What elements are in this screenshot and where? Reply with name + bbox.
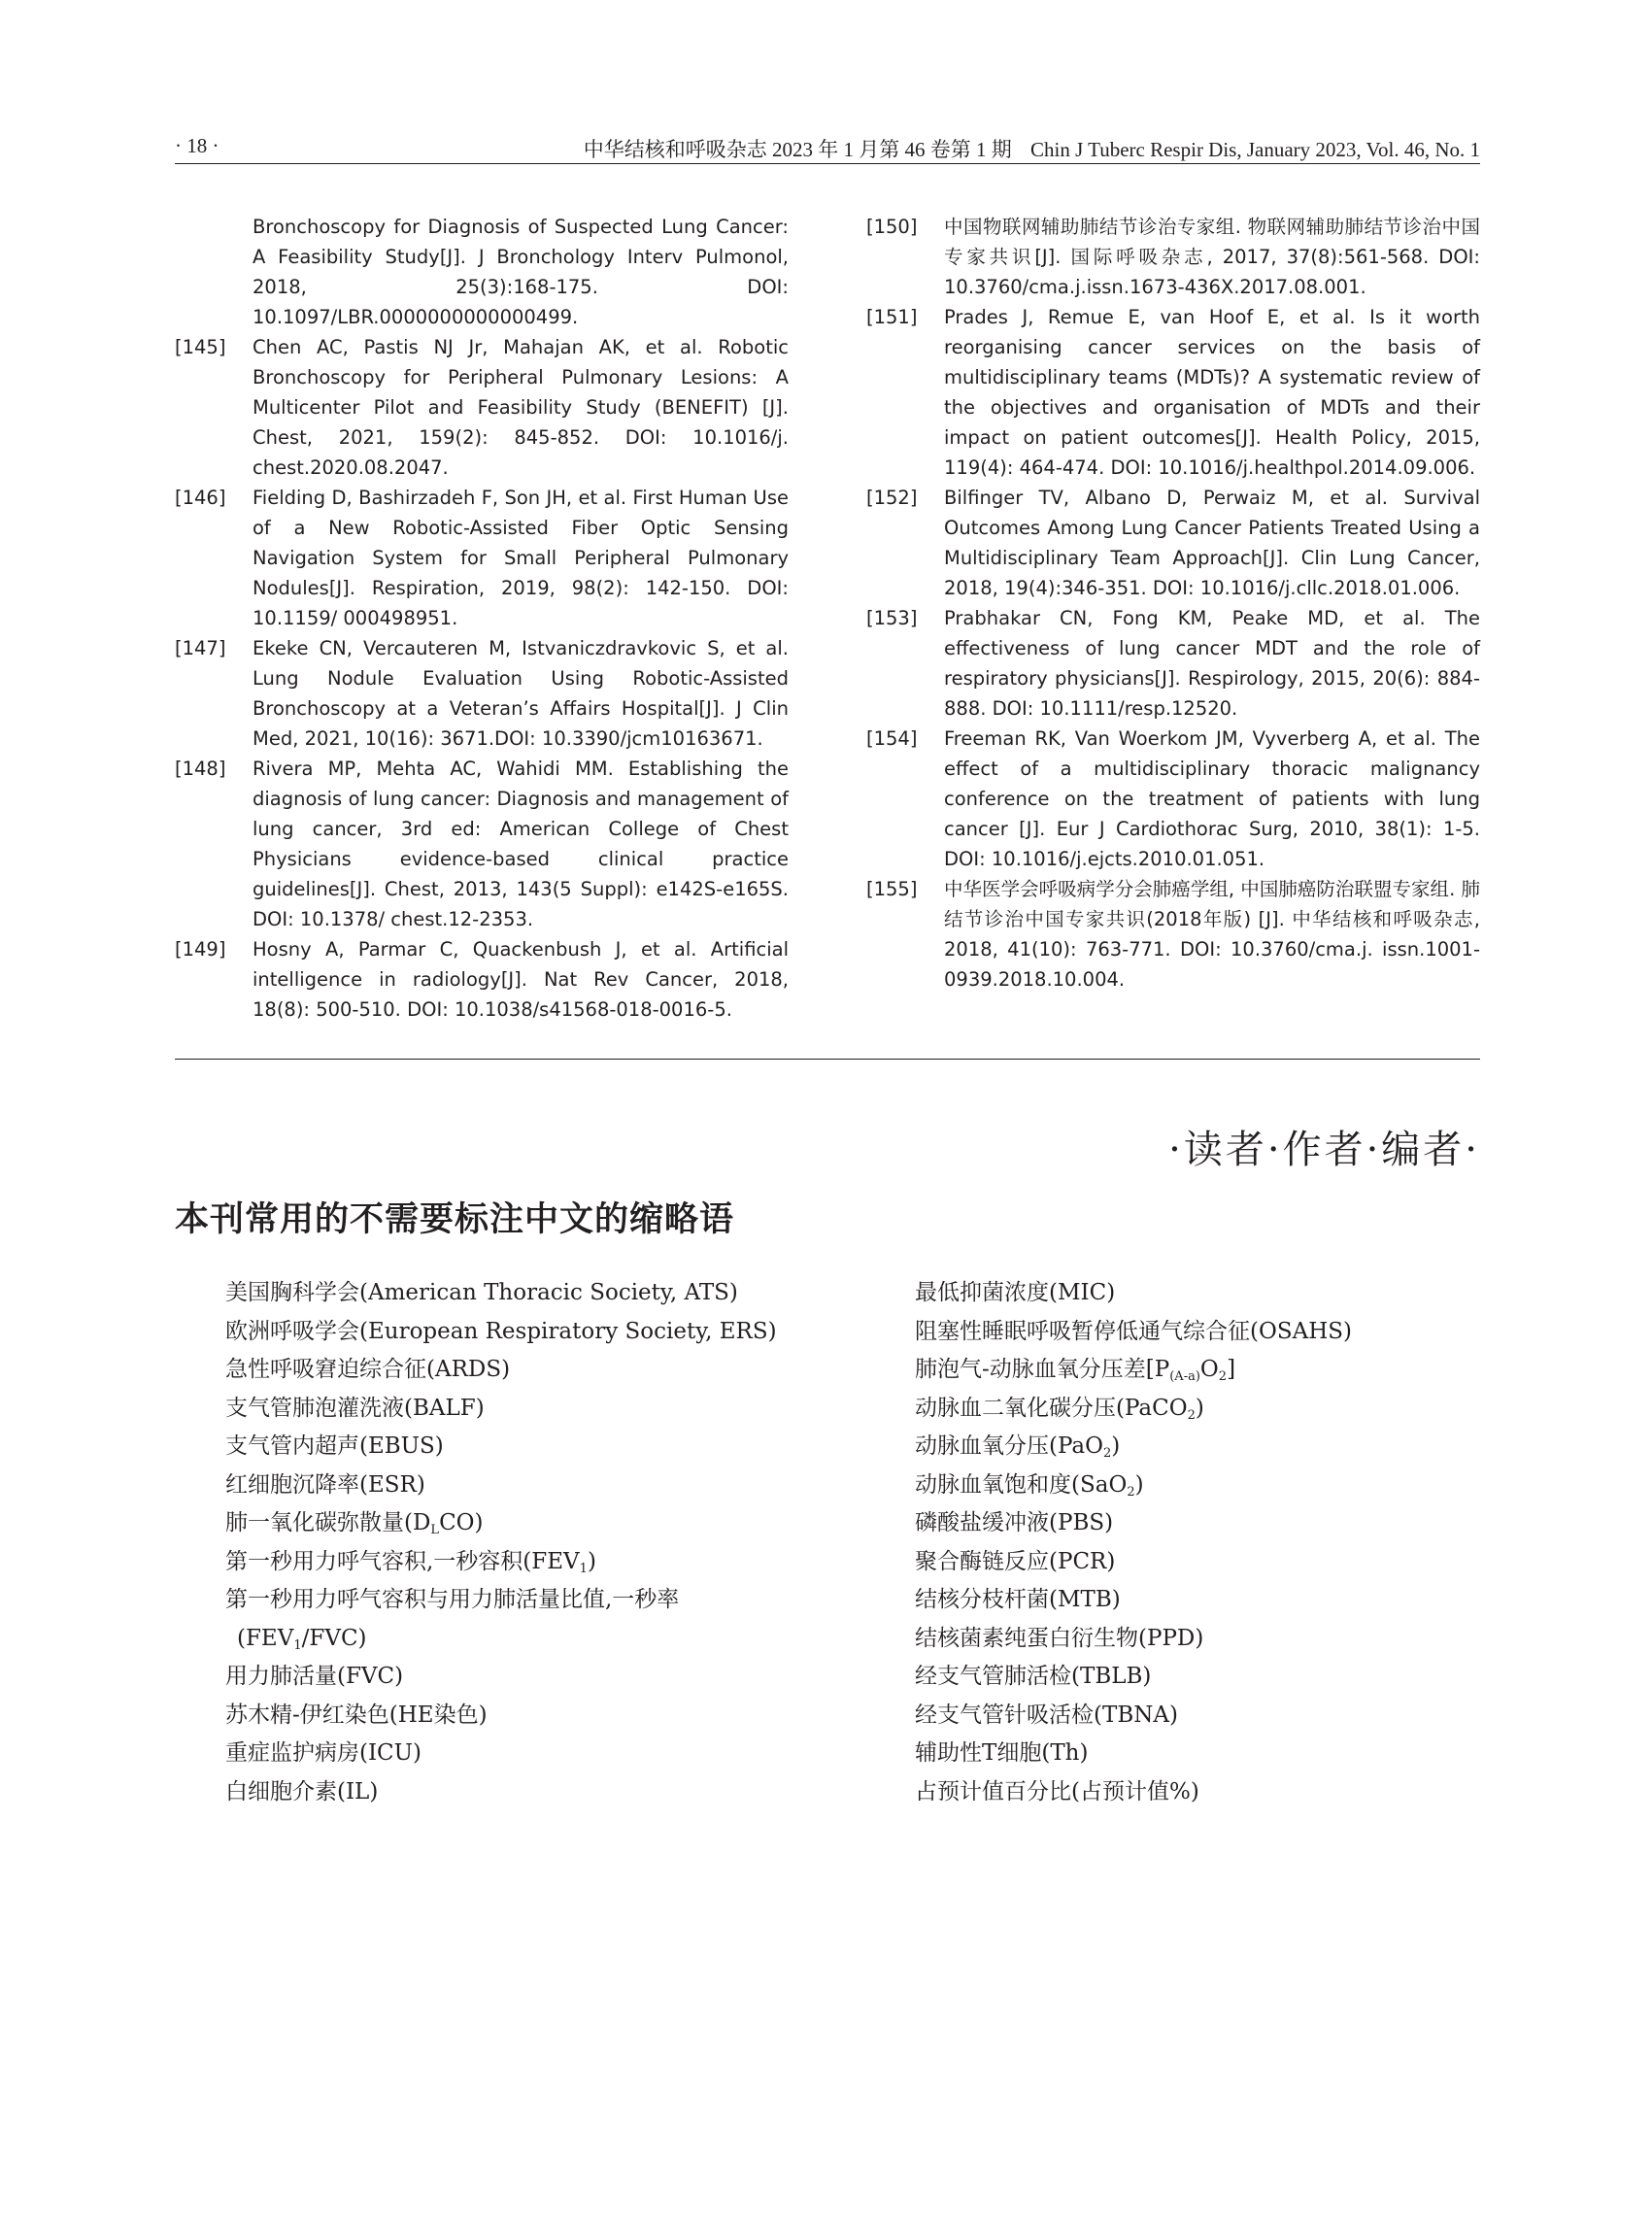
abbreviation-item: 红细胞沉降率(ESR) bbox=[225, 1471, 425, 1498]
abbreviation-text: ) bbox=[1134, 1471, 1144, 1498]
reference-item bbox=[175, 332, 789, 483]
abbreviation-text: 动脉血氧分压(PaO bbox=[915, 1433, 1103, 1459]
subscript: 1 bbox=[293, 1637, 302, 1653]
reference-number: [146] bbox=[175, 487, 226, 509]
reference-number: [147] bbox=[175, 637, 226, 659]
reference-list-left bbox=[175, 212, 789, 1025]
journal-citation bbox=[570, 134, 1480, 163]
abbreviation-item bbox=[915, 1428, 1488, 1466]
abbreviation-item: 阻塞性睡眠呼吸暂停低通气综合征(OSAHS) bbox=[915, 1318, 1352, 1344]
reference-number: [148] bbox=[175, 758, 226, 780]
journal-citation-cn: 中华结核和呼吸杂志 2023 年 1 月第 46 卷第 1 期 bbox=[583, 138, 1012, 161]
reference-item bbox=[866, 302, 1480, 483]
subscript: 2 bbox=[1102, 1446, 1112, 1461]
abbreviation-item: 欧洲呼吸学会(European Respiratory Society, ERS) bbox=[225, 1318, 777, 1344]
reference-text: Fielding D, Bashirzadeh F, Son JH, et al. First Human Use of a New Robotic-Assisted Fiber Optic Sensing Navigation System for Small Peripheral Pulmonary Nodules[J]. Respiration, 2019, 98(2): 142-150. DOI: 10.1159/ 000498951. bbox=[253, 487, 789, 629]
reference-item bbox=[175, 483, 789, 633]
abbreviation-text: ] bbox=[1227, 1357, 1236, 1382]
abbreviation-text: O bbox=[1199, 1357, 1219, 1382]
abbreviation-item: 重症监护病房(ICU) bbox=[225, 1740, 422, 1766]
reference-item bbox=[175, 754, 789, 934]
abbreviation-item: 辅助性T细胞(Th) bbox=[915, 1740, 1089, 1766]
reference-number: [155] bbox=[866, 878, 918, 900]
abbreviation-item-continued bbox=[225, 1620, 769, 1659]
abbreviation-text: 动脉血二氧化碳分压(PaCO bbox=[915, 1395, 1188, 1421]
abbreviation-item: 经支气管针吸活检(TBNA) bbox=[915, 1702, 1178, 1728]
reference-item bbox=[866, 483, 1480, 603]
reference-item bbox=[866, 874, 1480, 995]
abbreviation-text: 肺泡气-动脉血氧分压差[P bbox=[915, 1357, 1170, 1382]
reference-item bbox=[866, 724, 1480, 874]
abbreviation-item: 白细胞介素(IL) bbox=[225, 1778, 379, 1804]
reference-item bbox=[866, 603, 1480, 724]
reference-number: [152] bbox=[866, 487, 918, 509]
abbreviation-text: (FEV bbox=[237, 1625, 294, 1651]
abbreviation-text: 肺一氧化碳弥散量(D bbox=[225, 1510, 431, 1535]
reference-number: [151] bbox=[866, 306, 918, 328]
reference-text: 中华医学会呼吸病学分会肺癌学组, 中国肺癌防治联盟专家组. 肺结节诊治中国专家共识(2018年版) [J]. 中华结核和呼吸杂志, 2018, 41(10): 763-771. DOI: 10.3760/cma.j. issn.1001-0939.2018.10.004. bbox=[944, 878, 1480, 991]
abbreviation-item: 最低抑菌浓度(MIC) bbox=[915, 1280, 1116, 1305]
column-title: ·读者·作者·编者· bbox=[1168, 1128, 1480, 1172]
section-title: 本刊常用的不需要标注中文的缩略语 bbox=[175, 1200, 735, 1239]
page-number: · 18 · bbox=[175, 134, 219, 157]
running-header bbox=[175, 132, 1480, 164]
reference-text: Bilfinger TV, Albano D, Perwaiz M, et al. Survival Outcomes Among Lung Cancer Patients Treated Using a Multidisciplinary Team Approach[J]. Clin Lung Cancer, 2018, 19(4):346-351. DOI: 10.1016/j.cllc.2018.01.006. bbox=[944, 487, 1480, 599]
abbreviation-item: 占预计值百分比(占预计值%) bbox=[915, 1778, 1199, 1804]
subscript: 2 bbox=[1187, 1407, 1196, 1423]
reference-text: Bronchoscopy for Diagnosis of Suspected Lung Cancer: A Feasibility Study[J]. J Bronchology Interv Pulmonol, 2018, 25(3):168-175. DOI: 10.1097/LBR.0000000000000499. bbox=[253, 216, 789, 328]
reference-list-right bbox=[866, 212, 1480, 995]
reference-item bbox=[175, 633, 789, 754]
reference-text: Ekeke CN, Vercauteren M, Istvaniczdravkovic S, et al. Lung Nodule Evaluation Using Robotic-Assisted Bronchoscopy at a Veteran’s Affairs Hospital[J]. J Clin Med, 2021, 10(16): 3671.DOI: 10.3390/jcm10163671. bbox=[253, 637, 789, 750]
abbreviation-list-right bbox=[915, 1274, 1488, 1811]
abbreviation-text: CO) bbox=[439, 1510, 484, 1535]
reference-number: [145] bbox=[175, 336, 226, 358]
reference-text: Hosny A, Parmar C, Quackenbush J, et al. Artificial intelligence in radiology[J]. Nat Rev Cancer, 2018, 18(8): 500-510. DOI: 10.1038/s41568-018-0016-5. bbox=[253, 938, 789, 1021]
abbreviation-item bbox=[915, 1390, 1488, 1429]
reference-text: Freeman RK, Van Woerkom JM, Vyverberg A, et al. The effect of a multidisciplinary thoracic malignancy conference on the treatment of patients with lung cancer [J]. Eur J Cardiothorac Surg, 2010, 38(1): 1-5. DOI: 10.1016/j.ejcts.2010.01.051. bbox=[944, 727, 1480, 870]
abbreviation-item bbox=[225, 1543, 769, 1582]
abbreviation-item: 经支气管肺活检(TBLB) bbox=[915, 1664, 1152, 1689]
abbreviation-item: 结核分枝杆菌(MTB) bbox=[915, 1587, 1121, 1612]
subscript: 1 bbox=[579, 1561, 588, 1576]
reference-number: [150] bbox=[866, 216, 918, 238]
abbreviation-text: ) bbox=[1111, 1433, 1121, 1459]
abbreviation-item: 聚合酶链反应(PCR) bbox=[915, 1548, 1116, 1574]
reference-text: Prabhakar CN, Fong KM, Peake MD, et al. The effectiveness of lung cancer MDT and the role of respiratory physicians[J]. Respirology, 2015, 20(6): 884-888. DOI: 10.1111/resp.12520. bbox=[944, 607, 1480, 720]
reference-item bbox=[866, 212, 1480, 302]
reference-number: [149] bbox=[175, 938, 226, 961]
abbreviation-list-left bbox=[225, 1274, 777, 1811]
abbreviation-item: 第一秒用力呼气容积与用力肺活量比值,一秒率 bbox=[225, 1587, 680, 1612]
reference-text: Chen AC, Pastis NJ Jr, Mahajan AK, et al. Robotic Bronchoscopy for Peripheral Pulmonary Lesions: A Multicenter Pilot and Feasibility Study (BENEFIT) [J]. Chest, 2021, 159(2): 845-852. DOI: 10.1016/j. chest.2020.08.2047. bbox=[253, 336, 789, 479]
reference-text: 中国物联网辅助肺结节诊治专家组. 物联网辅助肺结节诊治中国专家共识[J]. 国际呼吸杂志, 2017, 37(8):561-568. DOI: 10.3760/cma.j.issn.1673-436X.2017.08.001. bbox=[944, 216, 1480, 298]
abbreviation-text: /FVC) bbox=[301, 1625, 367, 1651]
abbreviation-item: 支气管肺泡灌洗液(BALF) bbox=[225, 1395, 485, 1421]
subscript: L bbox=[430, 1523, 440, 1537]
reference-text: Rivera MP, Mehta AC, Wahidi MM. Establishing the diagnosis of lung cancer: Diagnosis and management of lung cancer, 3rd ed: American College of Chest Physicians evidence-based clinical practice guidelines[J]. Chest, 2013, 143(5 Suppl): e142S-e165S. DOI: 10.1378/ chest.12-2353. bbox=[253, 758, 789, 930]
abbreviation-item: 苏木精-伊红染色(HE染色) bbox=[225, 1702, 488, 1728]
abbreviation-text: 动脉血氧饱和度(SaO bbox=[915, 1471, 1128, 1498]
abbreviation-text: 第一秒用力呼气容积,一秒容积(FEV bbox=[225, 1548, 580, 1574]
reference-number: [153] bbox=[866, 607, 918, 629]
reference-number: [154] bbox=[866, 727, 918, 750]
abbreviation-item: 用力肺活量(FVC) bbox=[225, 1664, 404, 1689]
journal-citation-en: Chin J Tuberc Respir Dis, January 2023, Vol. 46, No. 1 bbox=[1030, 138, 1480, 161]
abbreviation-item bbox=[915, 1351, 1488, 1390]
reference-text: Prades J, Remue E, van Hoof E, et al. Is it worth reorganising cancer services on the basis of multidisciplinary teams (MDTs)? A systematic review of the objectives and organisation of MDTs and their impact on patient outcomes[J]. Health Policy, 2015, 119(4): 464-474. DOI: 10.1016/j.healthpol.2014.09.006. bbox=[944, 306, 1480, 479]
abbreviation-item: 磷酸盐缓冲液(PBS) bbox=[915, 1510, 1114, 1535]
reference-item bbox=[175, 212, 789, 332]
section-divider bbox=[175, 1059, 1480, 1060]
reference-item bbox=[175, 934, 789, 1025]
subscript: 2 bbox=[1127, 1484, 1135, 1500]
subscript: 2 bbox=[1218, 1369, 1228, 1384]
abbreviation-item bbox=[915, 1466, 1488, 1505]
abbreviation-item bbox=[225, 1504, 769, 1543]
subscript: (A-a) bbox=[1169, 1369, 1200, 1384]
abbreviation-item: 美国胸科学会(American Thoracic Society, ATS) bbox=[225, 1280, 738, 1305]
abbreviation-item: 支气管内超声(EBUS) bbox=[225, 1433, 444, 1459]
abbreviation-text: ) bbox=[1195, 1395, 1204, 1421]
abbreviation-item: 急性呼吸窘迫综合征(ARDS) bbox=[225, 1357, 511, 1382]
abbreviation-text: ) bbox=[587, 1548, 596, 1574]
abbreviation-item: 结核菌素纯蛋白衍生物(PPD) bbox=[915, 1625, 1204, 1651]
